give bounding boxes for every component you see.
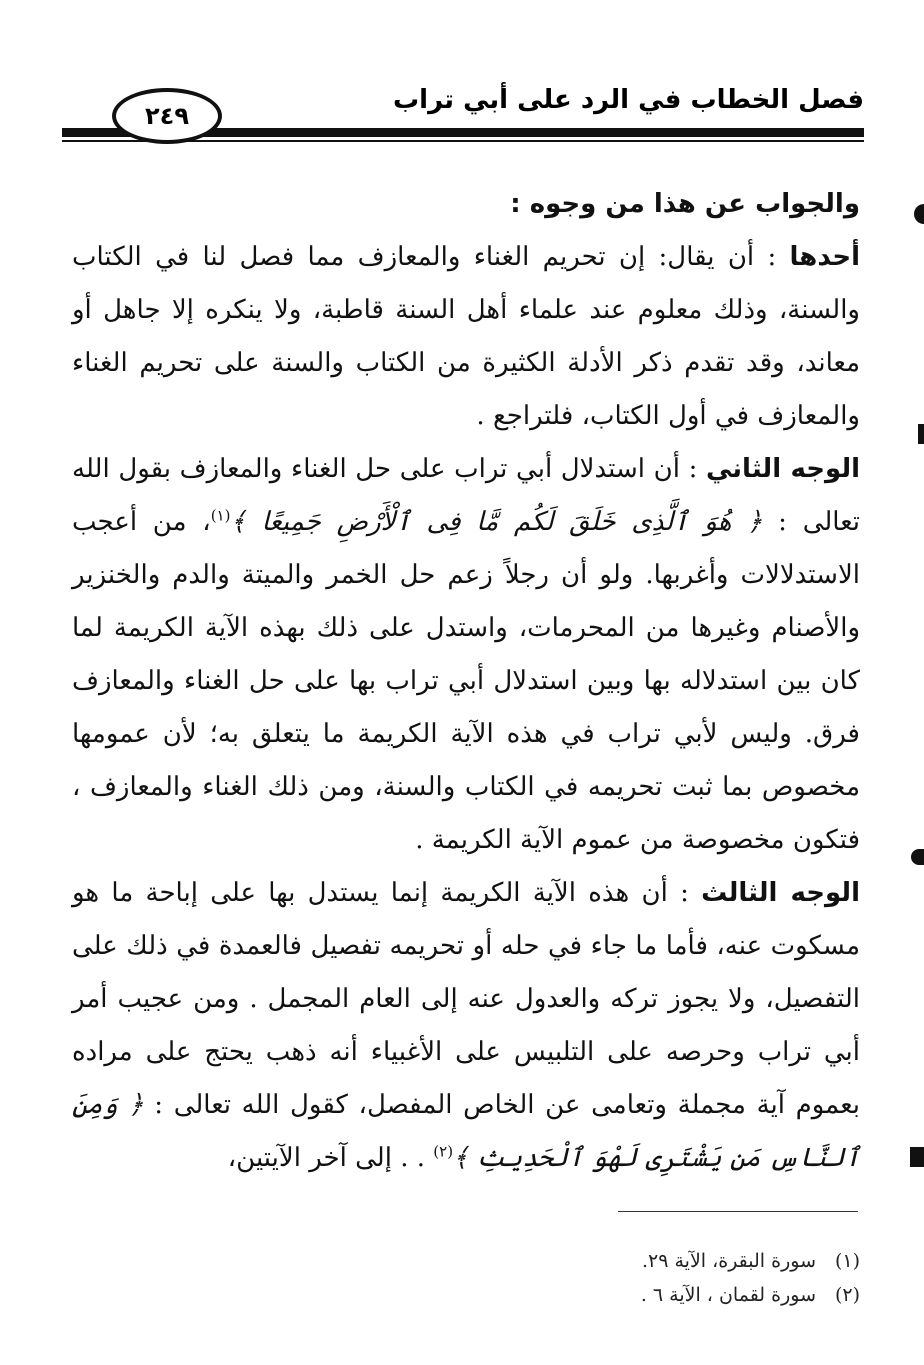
paragraph-first-point bbox=[72, 231, 860, 443]
footnotes bbox=[360, 1244, 860, 1312]
point-label-first: أحدها bbox=[789, 242, 860, 272]
footnote-ref-2: (٢) bbox=[433, 1142, 454, 1161]
body-text bbox=[72, 178, 860, 1185]
margin-mark bbox=[918, 424, 924, 444]
paragraph-text: . . إلى آخر الآيتين، bbox=[227, 1143, 434, 1173]
point-label-third: الوجه الثالث bbox=[701, 878, 860, 908]
page-number-badge bbox=[112, 88, 222, 144]
footnote-item bbox=[360, 1278, 860, 1312]
footnote-number: (١) bbox=[834, 1250, 860, 1272]
point-label-second: الوجه الثاني bbox=[705, 454, 861, 484]
quran-quote-baqarah: ﴿ هُوَ ٱلَّذِى خَلَقَ لَكُم مَّا فِى ٱلْأَرْضِ جَمِيعًا ﴾ bbox=[230, 507, 763, 537]
page-number: ٢٤٩ bbox=[145, 102, 189, 130]
footnote-item bbox=[360, 1244, 860, 1278]
paragraph-text: : أن استدلال أبي تراب على حل الغناء والمعازف بقول الله تعالى : bbox=[72, 454, 860, 537]
paragraph-text: : أن يقال: إن تحريم الغناء والمعازف مما فصل لنا في الكتاب والسنة، وذلك معلوم عند علماء أهل السنة قاطبة، ولا ينكره إلا جاهل أو معاند، وقد تقدم ذكر الأدلة الكثيرة من الكتاب والسنة على تحريم الغناء والمعازف في أول الكتاب، فلتراجع . bbox=[72, 242, 860, 431]
quran-quote-luqman: ﴿ وَمِنَ ٱلنَّاسِ مَن يَشْتَرِى لَهْوَ ٱلْحَدِيثِ ﴾ bbox=[72, 1090, 860, 1173]
paragraph-second-point bbox=[72, 443, 860, 867]
section-heading: والجواب عن هذا من وجوه : bbox=[510, 189, 860, 219]
footnote-text: سورة لقمان ، الآية ٦ . bbox=[640, 1284, 816, 1306]
margin-mark bbox=[911, 849, 924, 865]
margin-mark bbox=[910, 1147, 924, 1167]
running-title: فصل الخطاب في الرد على أبي تراب bbox=[393, 85, 864, 115]
paragraph-third-point bbox=[72, 867, 860, 1185]
footnote-number: (٢) bbox=[834, 1284, 860, 1306]
paragraph-text: : أن هذه الآية الكريمة إنما يستدل بها على إباحة ما هو مسكوت عنه، فأما ما جاء في حله أو تحريمه تفصيل فالعمدة في ذلك على التفصيل، ولا يجوز تركه والعدول عنه إلى العام المجمل . ومن عجيب أمر أبي تراب وحرصه على التلبيس على الأغبياء أنه ذهب يحتج على مراده بعموم آية مجملة وتعامى عن الخاص المفصل، كقول الله تعالى : bbox=[72, 878, 860, 1120]
footnote-text: سورة البقرة، الآية ٢٩. bbox=[641, 1250, 816, 1272]
margin-mark bbox=[914, 204, 924, 224]
footnote-separator bbox=[618, 1211, 858, 1212]
footnote-ref-1: (١) bbox=[210, 506, 231, 525]
paragraph-text: ، من أعجب الاستدلالات وأغربها. ولو أن رجلاً زعم حل الخمر والميتة والدم والخنزير والأصنام وغيرها من المحرمات، واستدل على ذلك بهذه الآية الكريمة لما كان بين استدلاله بها وبين استدلال أبي تراب بها على حل الغناء والمعازف فرق. وليس لأبي تراب في هذه الآية الكريمة ما يتعلق به؛ لأن عمومها مخصوص بما ثبت تحريمه في الكتاب والسنة، ومن ذلك الغناء والمعازف ، فتكون مخصوصة من عموم الآية الكريمة . bbox=[72, 507, 860, 855]
